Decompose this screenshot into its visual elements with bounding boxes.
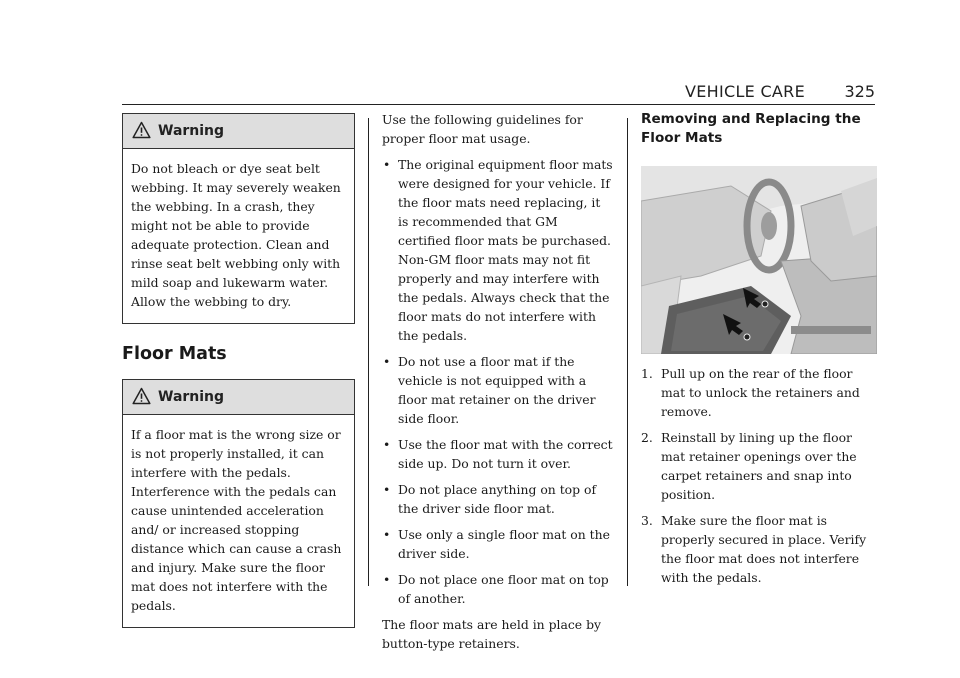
warning-triangle-icon: [132, 121, 151, 139]
bullet-glyph: •: [383, 437, 391, 452]
warning-triangle-icon: [132, 387, 151, 405]
list-item: [382, 352, 614, 428]
bullet-glyph: •: [383, 572, 391, 587]
list-item: [382, 435, 614, 473]
column-divider-right: [627, 118, 628, 586]
column-middle: [382, 110, 614, 653]
step-text: Pull up on the rear of the floor mat to unlock the retainers and remove.: [661, 366, 860, 419]
list-item: [382, 155, 614, 345]
steps-list: [641, 364, 877, 587]
page-header: [122, 82, 875, 104]
list-item-text: Use only a single floor mat on the driver side.: [398, 527, 610, 561]
column-right: [641, 110, 877, 587]
list-item: [382, 525, 614, 563]
warning-header: [123, 114, 354, 149]
list-item-text: The original equipment floor mats were designed for your vehicle. If the floor mats need replacing, it is recommended that GM certified floor mats be purchased. Non-GM floor mats may not fit properly and may interfere with the pedals. Always check that the floor mats do not interfere with the pedals.: [398, 157, 613, 343]
bullet-glyph: •: [383, 354, 391, 369]
bullet-glyph: •: [383, 482, 391, 497]
step-number: 3.: [641, 513, 653, 528]
bullet-glyph: •: [383, 157, 391, 172]
header-rule: [122, 104, 875, 105]
column-left: [122, 110, 355, 628]
guidelines-list: [382, 155, 614, 608]
car-interior-illustration: [641, 166, 877, 354]
bullet-glyph: •: [383, 527, 391, 542]
warning-box-floor-mat: [122, 379, 355, 628]
list-item-text: Do not place one floor mat on top of another.: [398, 572, 609, 606]
list-item: [641, 428, 877, 504]
step-number: 1.: [641, 366, 653, 381]
step-text: Reinstall by lining up the floor mat retainer openings over the carpet retainers and snap into position.: [661, 430, 857, 502]
warning-title: Warning: [158, 123, 225, 139]
list-item-text: Use the floor mat with the correct side up. Do not turn it over.: [398, 437, 613, 471]
list-item: [641, 364, 877, 421]
list-item: [382, 570, 614, 608]
warning-title: Warning: [158, 389, 225, 405]
warning-box-seat-belt: [122, 113, 355, 324]
list-item: [641, 511, 877, 587]
step-number: 2.: [641, 430, 653, 445]
step-text: Make sure the floor mat is properly secured in place. Verify the floor mat does not interfere with the pedals.: [661, 513, 867, 585]
guidelines-intro: Use the following guidelines for proper floor mat usage.: [382, 112, 583, 146]
section-title-running-head: VEHICLE CARE: [684, 82, 805, 101]
section-heading-floor-mats: Floor Mats: [122, 344, 227, 364]
list-item-text: Do not place anything on top of the driver side floor mat.: [398, 482, 597, 516]
list-item: [382, 480, 614, 518]
column-divider-left: [368, 118, 369, 586]
page-number: 325: [844, 82, 875, 101]
guidelines-closing: The floor mats are held in place by button-type retainers.: [382, 617, 602, 651]
subsection-heading-removing: Removing and Replacing the Floor Mats: [641, 111, 861, 146]
floor-mat-illustration: [641, 166, 877, 354]
warning-text: Do not bleach or dye seat belt webbing. It may severely weaken the webbing. In a crash, they might not be able to provide adequate protection. Clean and rinse seat belt webbing only with mild soap and lukewarm water. Allow the webbing to dry.: [131, 161, 341, 309]
warning-text: If a floor mat is the wrong size or is not properly installed, it can interfere with the pedals. Interference with the pedals can cause unintended acceleration and/ or increased stopping distance which can cause a crash and injury. Make sure the floor mat does not interfere with the pedals.: [131, 427, 342, 613]
list-item-text: Do not use a floor mat if the vehicle is not equipped with a floor mat retainer on the driver side floor.: [398, 354, 596, 426]
warning-header: [123, 380, 354, 415]
